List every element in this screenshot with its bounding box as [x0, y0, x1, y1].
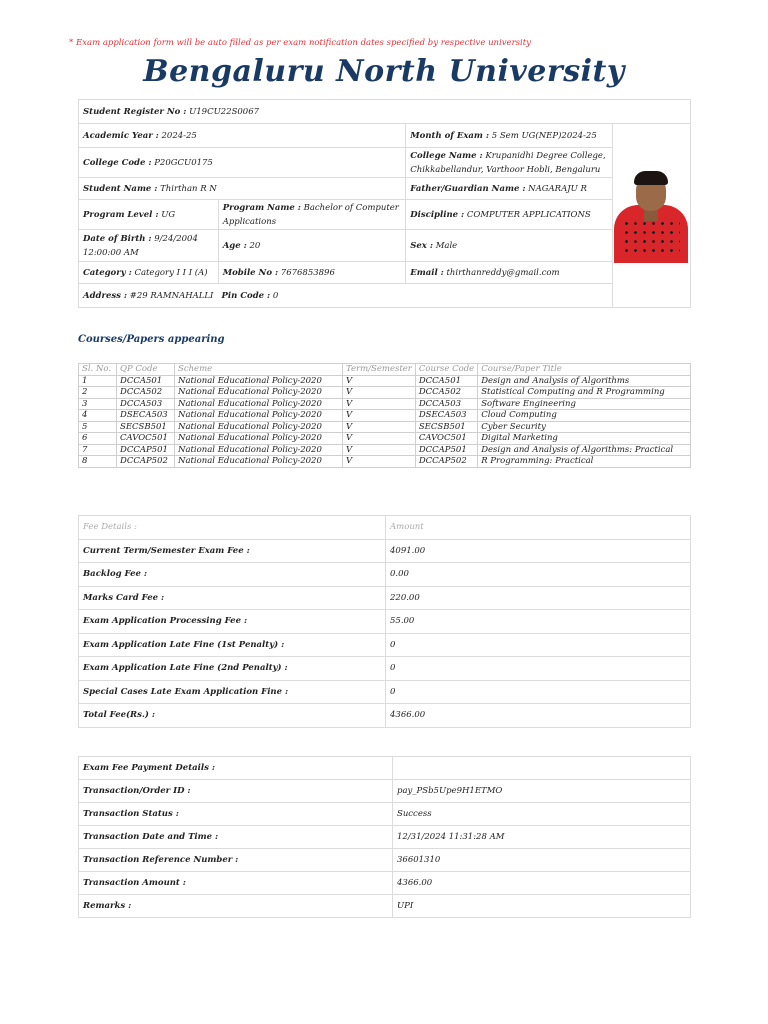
col-header-scheme: Scheme [175, 364, 343, 376]
program-name-value: Bachelor of Computer Applications [222, 202, 399, 227]
register-number-value: U19CU22S0067 [189, 106, 260, 117]
address-value: #29 RAMNAHALLI [129, 290, 214, 301]
table-row: Exam Application Late Fine (1st Penalty) : 0 [79, 633, 691, 657]
courses-table [78, 363, 691, 468]
col-header-qp-code: QP Code [117, 364, 175, 376]
table-row: 2 DCCA502 National Educational Policy-2020 V DCCA502 Statistical Computing and R Programming [79, 387, 691, 399]
amount-header: Amount [386, 516, 691, 540]
auto-fill-notice: * Exam application form will be auto filled as per exam notification dates specified by respective university [69, 38, 531, 48]
table-row: 1 DCCA501 National Educational Policy-2020 V DCCA501 Design and Analysis of Algorithms [79, 375, 691, 387]
table-row: Exam Application Processing Fee : 55.00 [79, 610, 691, 634]
table-row: Total Fee(Rs.) : 4366.00 [79, 704, 691, 728]
fee-details-table [78, 515, 691, 728]
table-row: Transaction/Order ID : pay_PSb5Upe9H1ETMO [79, 780, 691, 803]
table-row: Current Term/Semester Exam Fee : 4091.00 [79, 539, 691, 563]
sex-value: Male [435, 240, 458, 251]
table-row: Exam Application Late Fine (2nd Penalty) : 0 [79, 657, 691, 681]
college-name-value: Krupanidhi Degree College, Chikkabellandur, Varthoor Hobli, Bengaluru [410, 150, 606, 175]
student-name-value: Thirthan R N [160, 183, 217, 194]
guardian-name-value: NAGARAJU R [528, 183, 587, 194]
table-row: 7 DCCAP501 National Educational Policy-2020 V DCCAP501 Design and Analysis of Algorithms: Practical [79, 444, 691, 456]
month-of-exam-value: 5 Sem UG(NEP)2024-25 [491, 130, 597, 141]
table-row: Transaction Date and Time : 12/31/2024 11:31:28 AM [79, 826, 691, 849]
student-photo-cell [612, 124, 690, 308]
table-row: 3 DCCA503 National Educational Policy-2020 V DCCA503 Software Engineering [79, 398, 691, 410]
student-photo [614, 163, 688, 263]
age-value: 20 [249, 240, 261, 251]
payment-header-row [79, 757, 691, 780]
mobile-value: 7676853896 [280, 267, 335, 278]
dob-value: 9/24/2004 12:00:00 AM [83, 233, 198, 258]
col-header-course-code: Course Code [415, 364, 477, 376]
university-title: Bengaluru North University [143, 54, 625, 89]
pin-code-value: 0 [272, 290, 279, 301]
table-row: 4 DSECA503 National Educational Policy-2020 V DSECA503 Cloud Computing [79, 410, 691, 422]
academic-year-value: 2024-25 [161, 130, 197, 141]
student-details-table: Student Register No : U19CU22S0067 Academic Year : 2024-25 Month of Exam : 5 Sem UG(NEP)2024-25 College Code : P20GCU0175 College Name : Krupanidhi Degree College, Chikkabellandur, Varthoor Hobli, Bengaluru Student Name : Thirthan R N Father/Guardian Name : NAGARAJU R Program Level : UG Program Name : Bachelor of Computer Applications Discipline : COMPUTER APPLICATIONS Date of Birth : 9/24/2004 12:00:00 AM Age : 20 Sex : Male Category : Category I I I (A) Mobile No : 7676853896 Email : thirthanreddy@gmail.com Address : #29 RAMNAHALLI Pin Code : 0 [78, 99, 691, 308]
col-header-term: Term/Semester [343, 364, 416, 376]
table-row: 8 DCCAP502 National Educational Policy-2020 V DCCAP502 R Programming: Practical [79, 456, 691, 468]
payment-details-header: Exam Fee Payment Details : [79, 757, 393, 780]
courses-section-title: Courses/Papers appearing [78, 334, 225, 345]
table-row: 6 CAVOC501 National Educational Policy-2020 V CAVOC501 Digital Marketing [79, 433, 691, 445]
fee-details-header: Fee Details : [79, 516, 386, 540]
register-number-row: Student Register No : U19CU22S0067 [79, 100, 691, 124]
table-row: Transaction Reference Number : 36601310 [79, 849, 691, 872]
table-row: Marks Card Fee : 220.00 [79, 586, 691, 610]
table-row: Transaction Status : Success [79, 803, 691, 826]
table-row: 5 SECSB501 National Educational Policy-2020 V SECSB501 Cyber Security [79, 421, 691, 433]
college-code-value: P20GCU0175 [154, 157, 213, 168]
table-row: Special Cases Late Exam Application Fine : 0 [79, 680, 691, 704]
col-header-title: Course/Paper Title [478, 364, 691, 376]
table-row: Remarks : UPI [79, 895, 691, 918]
email-value: thirthanreddy@gmail.com [446, 267, 560, 278]
category-value: Category I I I (A) [134, 267, 208, 278]
program-level-value: UG [161, 209, 176, 220]
table-row: Transaction Amount : 4366.00 [79, 872, 691, 895]
table-row: Backlog Fee : 0.00 [79, 563, 691, 587]
col-header-sl-no: Sl. No. [79, 364, 117, 376]
discipline-value: COMPUTER APPLICATIONS [466, 209, 591, 220]
payment-details-table [78, 756, 691, 918]
fee-header-row [79, 516, 691, 540]
